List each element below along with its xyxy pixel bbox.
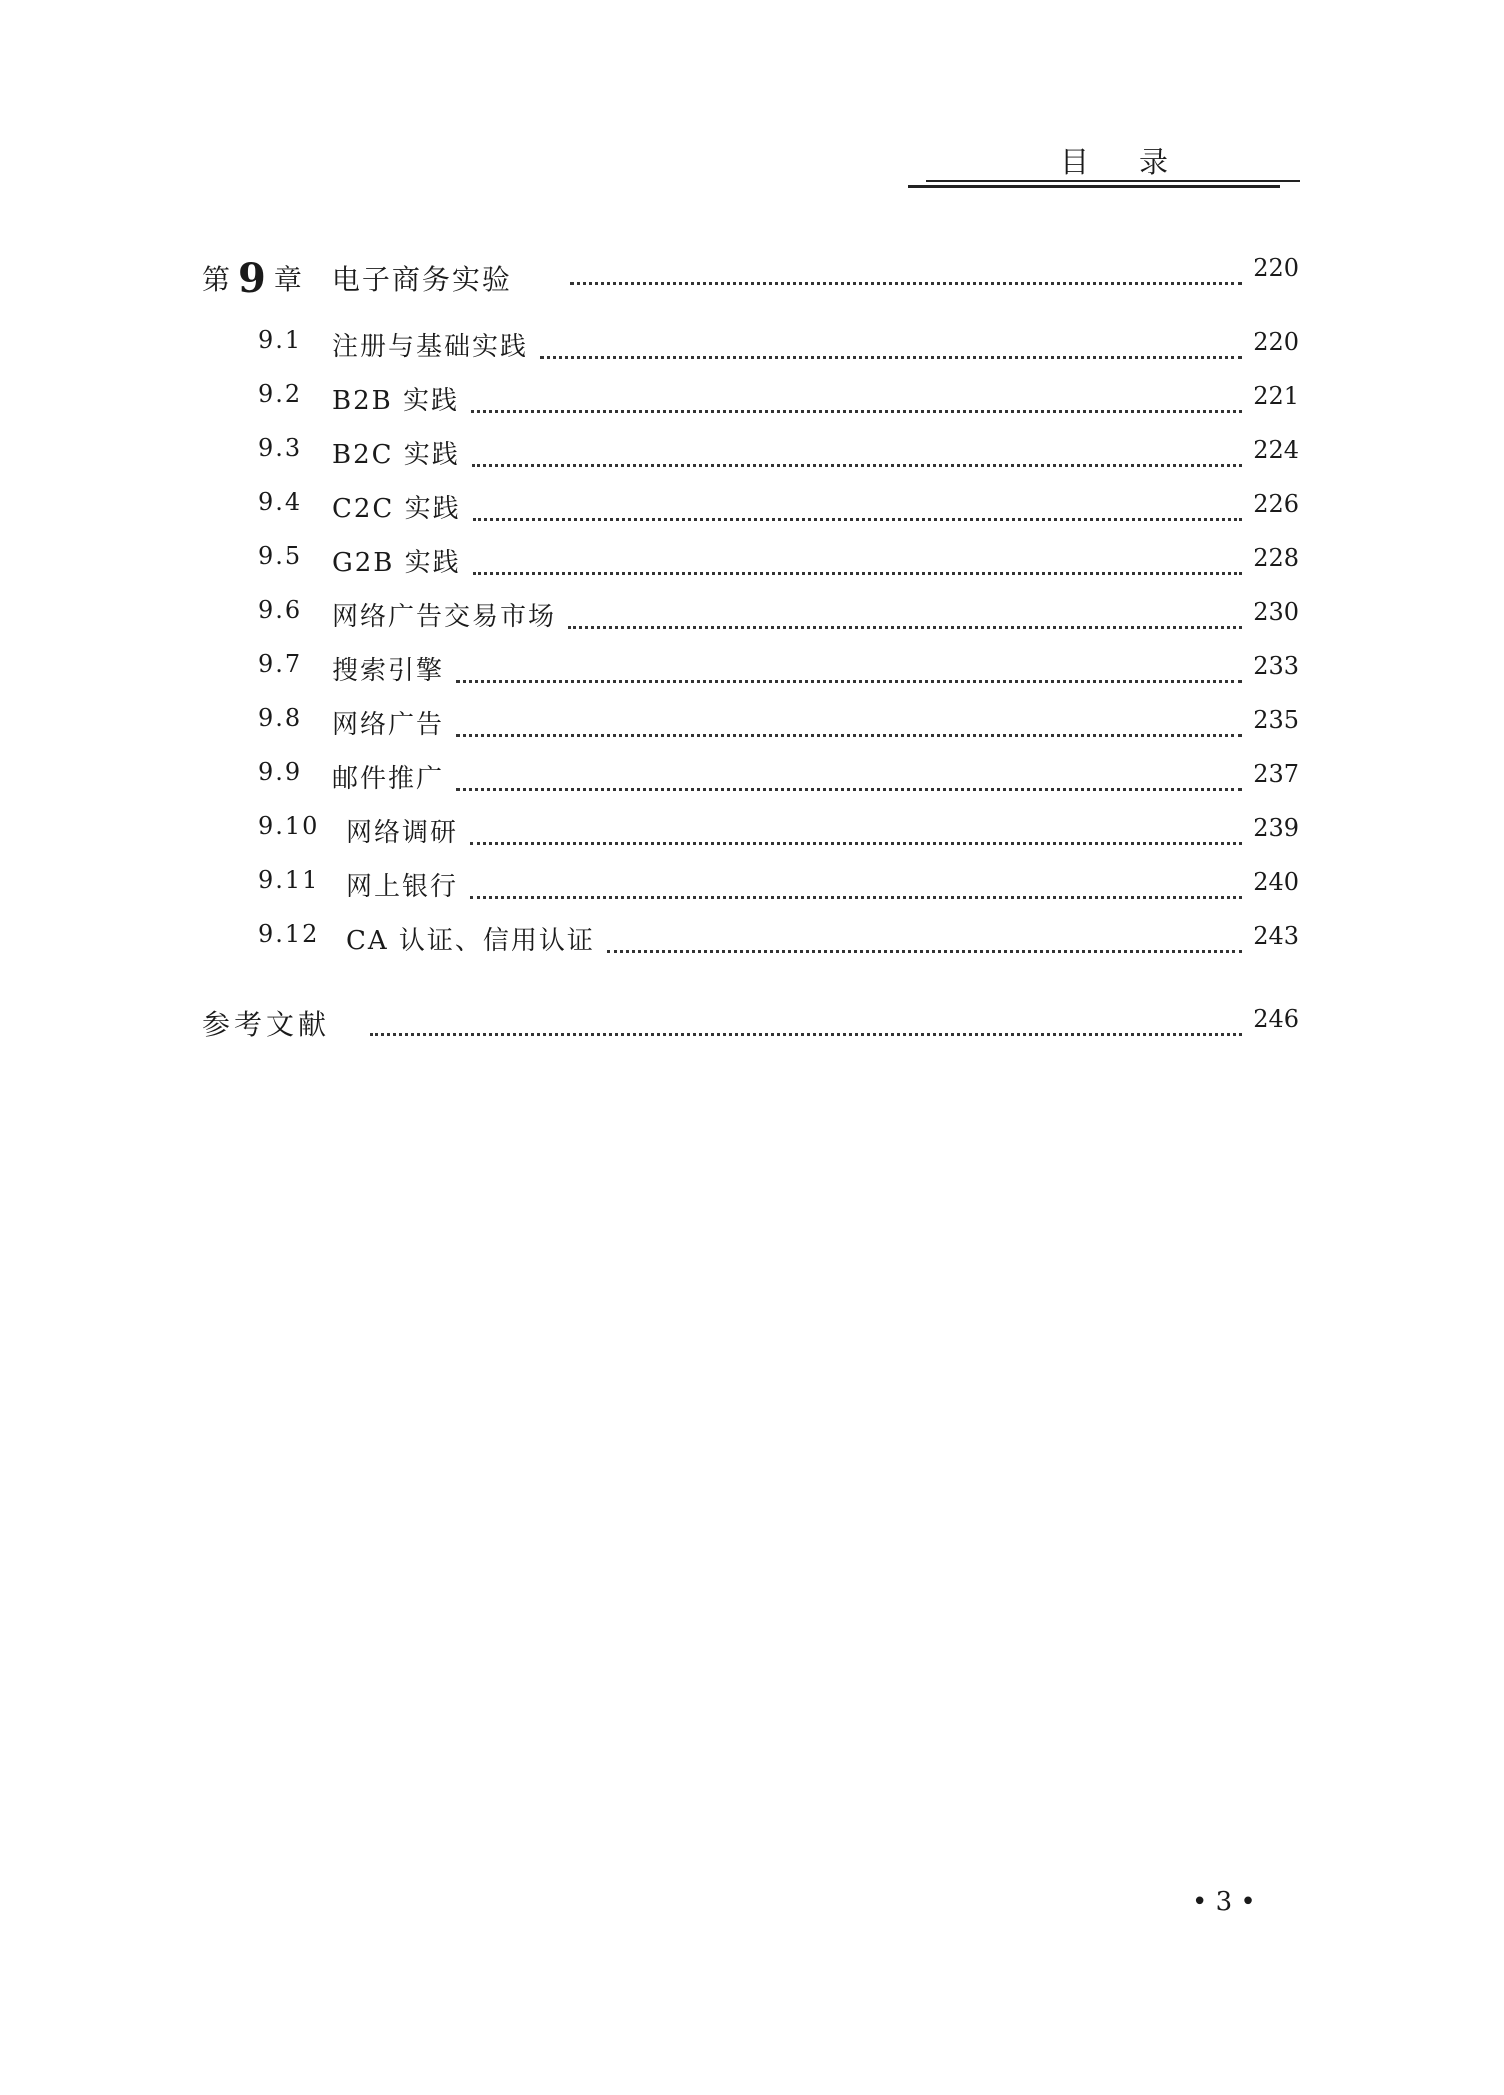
section-page-number: 237 bbox=[1253, 760, 1299, 788]
dot-leader bbox=[473, 542, 1242, 575]
chapter-prefix: 第 bbox=[202, 263, 231, 296]
section-title: CA 认证、信用认证 bbox=[346, 926, 595, 956]
toc-section-row[interactable] bbox=[0, 812, 1504, 852]
dot-leader bbox=[568, 596, 1242, 629]
section-page-number: 235 bbox=[1253, 706, 1299, 734]
section-title: 网络广告交易市场 bbox=[332, 602, 557, 632]
section-number: 9.2 bbox=[258, 380, 303, 408]
chapter-suffix: 章 bbox=[273, 263, 302, 296]
section-number: 9.4 bbox=[258, 488, 303, 516]
section-title: 网络调研 bbox=[346, 818, 459, 848]
dot-leader bbox=[370, 1003, 1242, 1036]
chapter-page-number: 220 bbox=[1253, 254, 1299, 282]
section-title: 邮件推广 bbox=[332, 764, 445, 794]
dot-leader bbox=[607, 920, 1242, 953]
chapter-label bbox=[202, 252, 512, 302]
references-label: 参考文献 bbox=[202, 1008, 331, 1041]
toc-section-row[interactable] bbox=[0, 542, 1504, 582]
section-page-number: 239 bbox=[1253, 814, 1299, 842]
page-header-title bbox=[1060, 140, 1168, 181]
section-page-number: 220 bbox=[1253, 328, 1299, 356]
dot-leader bbox=[456, 704, 1242, 737]
section-title: B2C 实践 bbox=[332, 440, 460, 470]
toc-section-row[interactable] bbox=[0, 434, 1504, 474]
header-title-char-2: 录 bbox=[1139, 145, 1169, 179]
dot-leader bbox=[470, 812, 1242, 845]
toc-section-row[interactable] bbox=[0, 650, 1504, 690]
toc-section-row[interactable] bbox=[0, 758, 1504, 798]
section-title: 搜索引擎 bbox=[332, 656, 445, 686]
dot-leader bbox=[472, 434, 1242, 467]
section-page-number: 230 bbox=[1253, 598, 1299, 626]
section-page-number: 224 bbox=[1253, 436, 1299, 464]
section-number: 9.10 bbox=[258, 812, 320, 840]
toc-section-row[interactable] bbox=[0, 596, 1504, 636]
toc-chapter-row[interactable] bbox=[0, 252, 1504, 302]
toc-section-row[interactable] bbox=[0, 704, 1504, 744]
toc-section-row[interactable] bbox=[0, 866, 1504, 906]
section-title: B2B 实践 bbox=[332, 386, 460, 416]
dot-leader bbox=[456, 758, 1242, 791]
section-number: 9.5 bbox=[258, 542, 303, 570]
section-number: 9.8 bbox=[258, 704, 303, 732]
header-rule-thick bbox=[908, 185, 1280, 188]
dot-leader bbox=[473, 488, 1242, 521]
dot-leader bbox=[456, 650, 1242, 683]
section-page-number: 228 bbox=[1253, 544, 1299, 572]
section-title: 网络广告 bbox=[332, 710, 445, 740]
toc-references-row[interactable] bbox=[0, 1003, 1504, 1043]
dot-leader bbox=[470, 866, 1242, 899]
section-page-number: 226 bbox=[1253, 490, 1299, 518]
section-number: 9.1 bbox=[258, 326, 303, 354]
header-title-char-1: 目 bbox=[1060, 145, 1090, 179]
section-number: 9.3 bbox=[258, 434, 303, 462]
section-title: 注册与基础实践 bbox=[332, 332, 529, 362]
header-rule-thin bbox=[926, 180, 1300, 182]
section-title: G2B 实践 bbox=[332, 548, 461, 578]
toc-section-row[interactable] bbox=[0, 380, 1504, 420]
section-number: 9.9 bbox=[258, 758, 303, 786]
section-title: C2C 实践 bbox=[332, 494, 461, 524]
section-page-number: 233 bbox=[1253, 652, 1299, 680]
section-page-number: 240 bbox=[1253, 868, 1299, 896]
references-page-number: 246 bbox=[1253, 1005, 1299, 1033]
section-number: 9.12 bbox=[258, 920, 320, 948]
section-number: 9.7 bbox=[258, 650, 303, 678]
chapter-number: 9 bbox=[238, 255, 266, 302]
dot-leader bbox=[471, 380, 1242, 413]
section-title: 网上银行 bbox=[346, 872, 459, 902]
dot-leader bbox=[540, 326, 1242, 359]
section-page-number: 243 bbox=[1253, 922, 1299, 950]
dot-leader bbox=[570, 252, 1242, 285]
toc-section-row[interactable] bbox=[0, 920, 1504, 960]
toc-section-row[interactable] bbox=[0, 326, 1504, 366]
section-page-number: 221 bbox=[1253, 382, 1299, 410]
section-number: 9.6 bbox=[258, 596, 303, 624]
toc-section-row[interactable] bbox=[0, 488, 1504, 528]
chapter-title: 电子商务实验 bbox=[331, 263, 512, 296]
page-folio: • 3 • bbox=[1192, 1887, 1256, 1917]
section-number: 9.11 bbox=[258, 866, 320, 894]
